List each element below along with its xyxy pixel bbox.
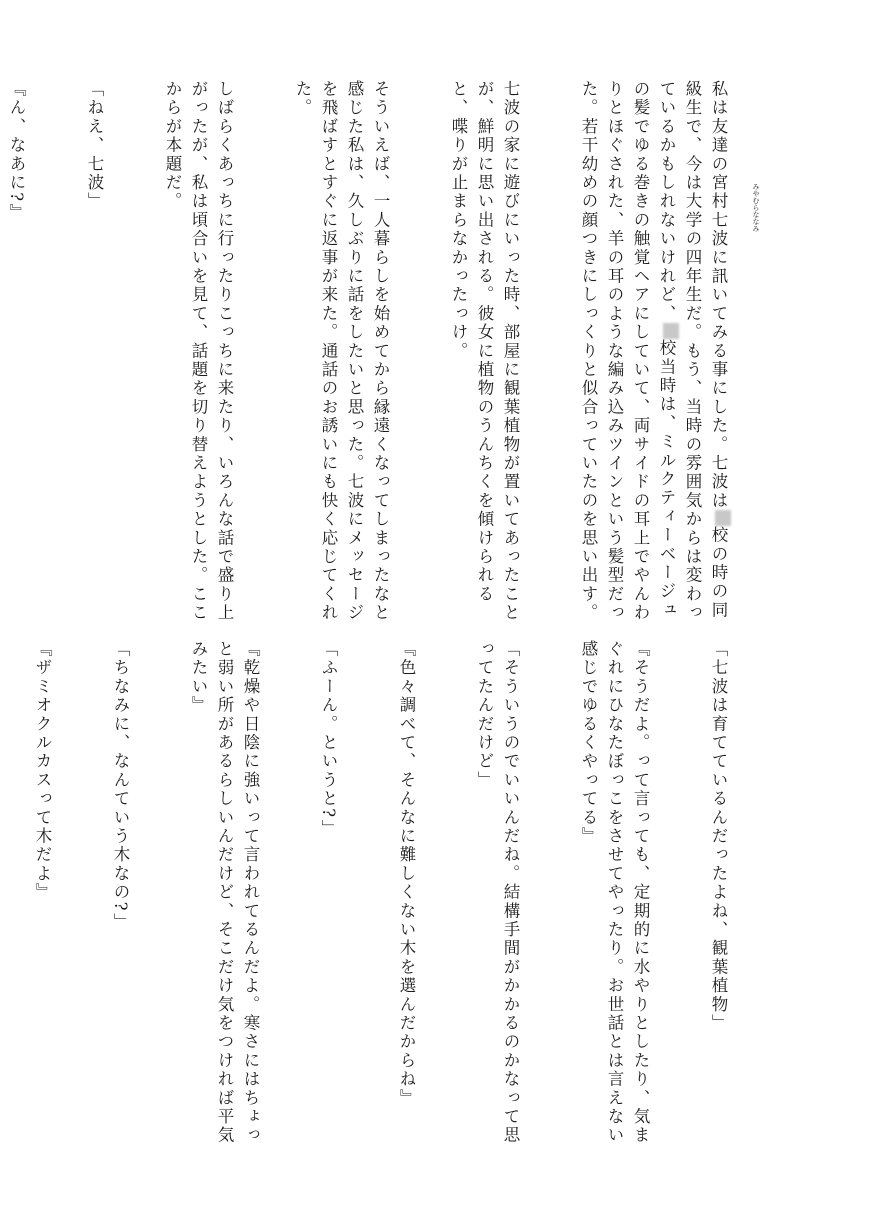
paragraph: 七波の家に遊びにいった時、部屋に観葉植物が置いてあったことが、鮮明に思い出される。彼女に植物のうんちくを傾けられると、喋りが止まらなかったっけ。	[449, 80, 520, 623]
dialogue-line: 『ん、なあに?』	[7, 80, 26, 222]
dialogue-line: 「ふーん。というと?」	[319, 640, 338, 839]
dialogue-line: 『そうだよ。って言っても、定期的に水やりとしたり、気まぐれにひなたぼっこをさせてやったり。お世話とは言えない感じでゆるくやってる』	[579, 640, 650, 1145]
dialogue-line: 『ザミオクルカスって木だよ』	[33, 640, 52, 902]
paragraph: そういえば、一人暮らしを始めてから縁遠くなってしまったなと感じた私は、久しぶりに話をしたいと思った。七波にメッセージを飛ばすとすぐに返事が来た。通話のお誘いにも快く応じてくれた。	[293, 80, 390, 623]
paragraph: しばらくあっちに行ったりこっちに来たり、いろんな話で盛り上がったが、私は頃合いを見て、話題を切り替えようとした。ここからが本題だ。	[163, 80, 234, 623]
upper-text-block	[7, 80, 783, 625]
lower-text-block	[33, 640, 783, 1160]
dialogue-line: 「ちなみに、なんていう木なの?」	[111, 640, 130, 932]
dialogue-line: 「そういうのでいいんだね。結構手間がかかるのかなって思ってたんだけど」	[475, 640, 520, 1145]
redacted-mark	[663, 323, 679, 339]
dialogue-line: 『色々調べて、そんなに難しくない木を選んだからね』	[397, 640, 416, 1108]
redacted-mark	[715, 510, 731, 526]
furigana: みやむらななみ	[752, 183, 760, 232]
paragraph: 私は友達の宮村七波に訊いてみる事にした。七波は校の時の同級生で、今は大学の四年生だ。もう、当時の雰囲気からは変わっているかもしれないけれど、校当時は、ミルクティーベージュの髪でゆる巻きの触覚ヘアにしていて、両サイドの耳上でやんわりとほぐされた、羊の耳のような編み込みツインという髪型だった。若干幼めの顔つきにしっくりと似合っていたのを思い出す。	[575, 80, 731, 625]
dialogue-line: 「七波は育てているんだったよね、観葉植物」	[709, 640, 728, 1033]
dialogue-line: 「ねえ、七波」	[85, 80, 104, 211]
dialogue-line: 『乾燥や日陰に強いって言われてるんだよ。寒さにはちょっと弱い所があるらしいんだけど、そこだけ気をつければ平気みたい』	[189, 640, 260, 1145]
